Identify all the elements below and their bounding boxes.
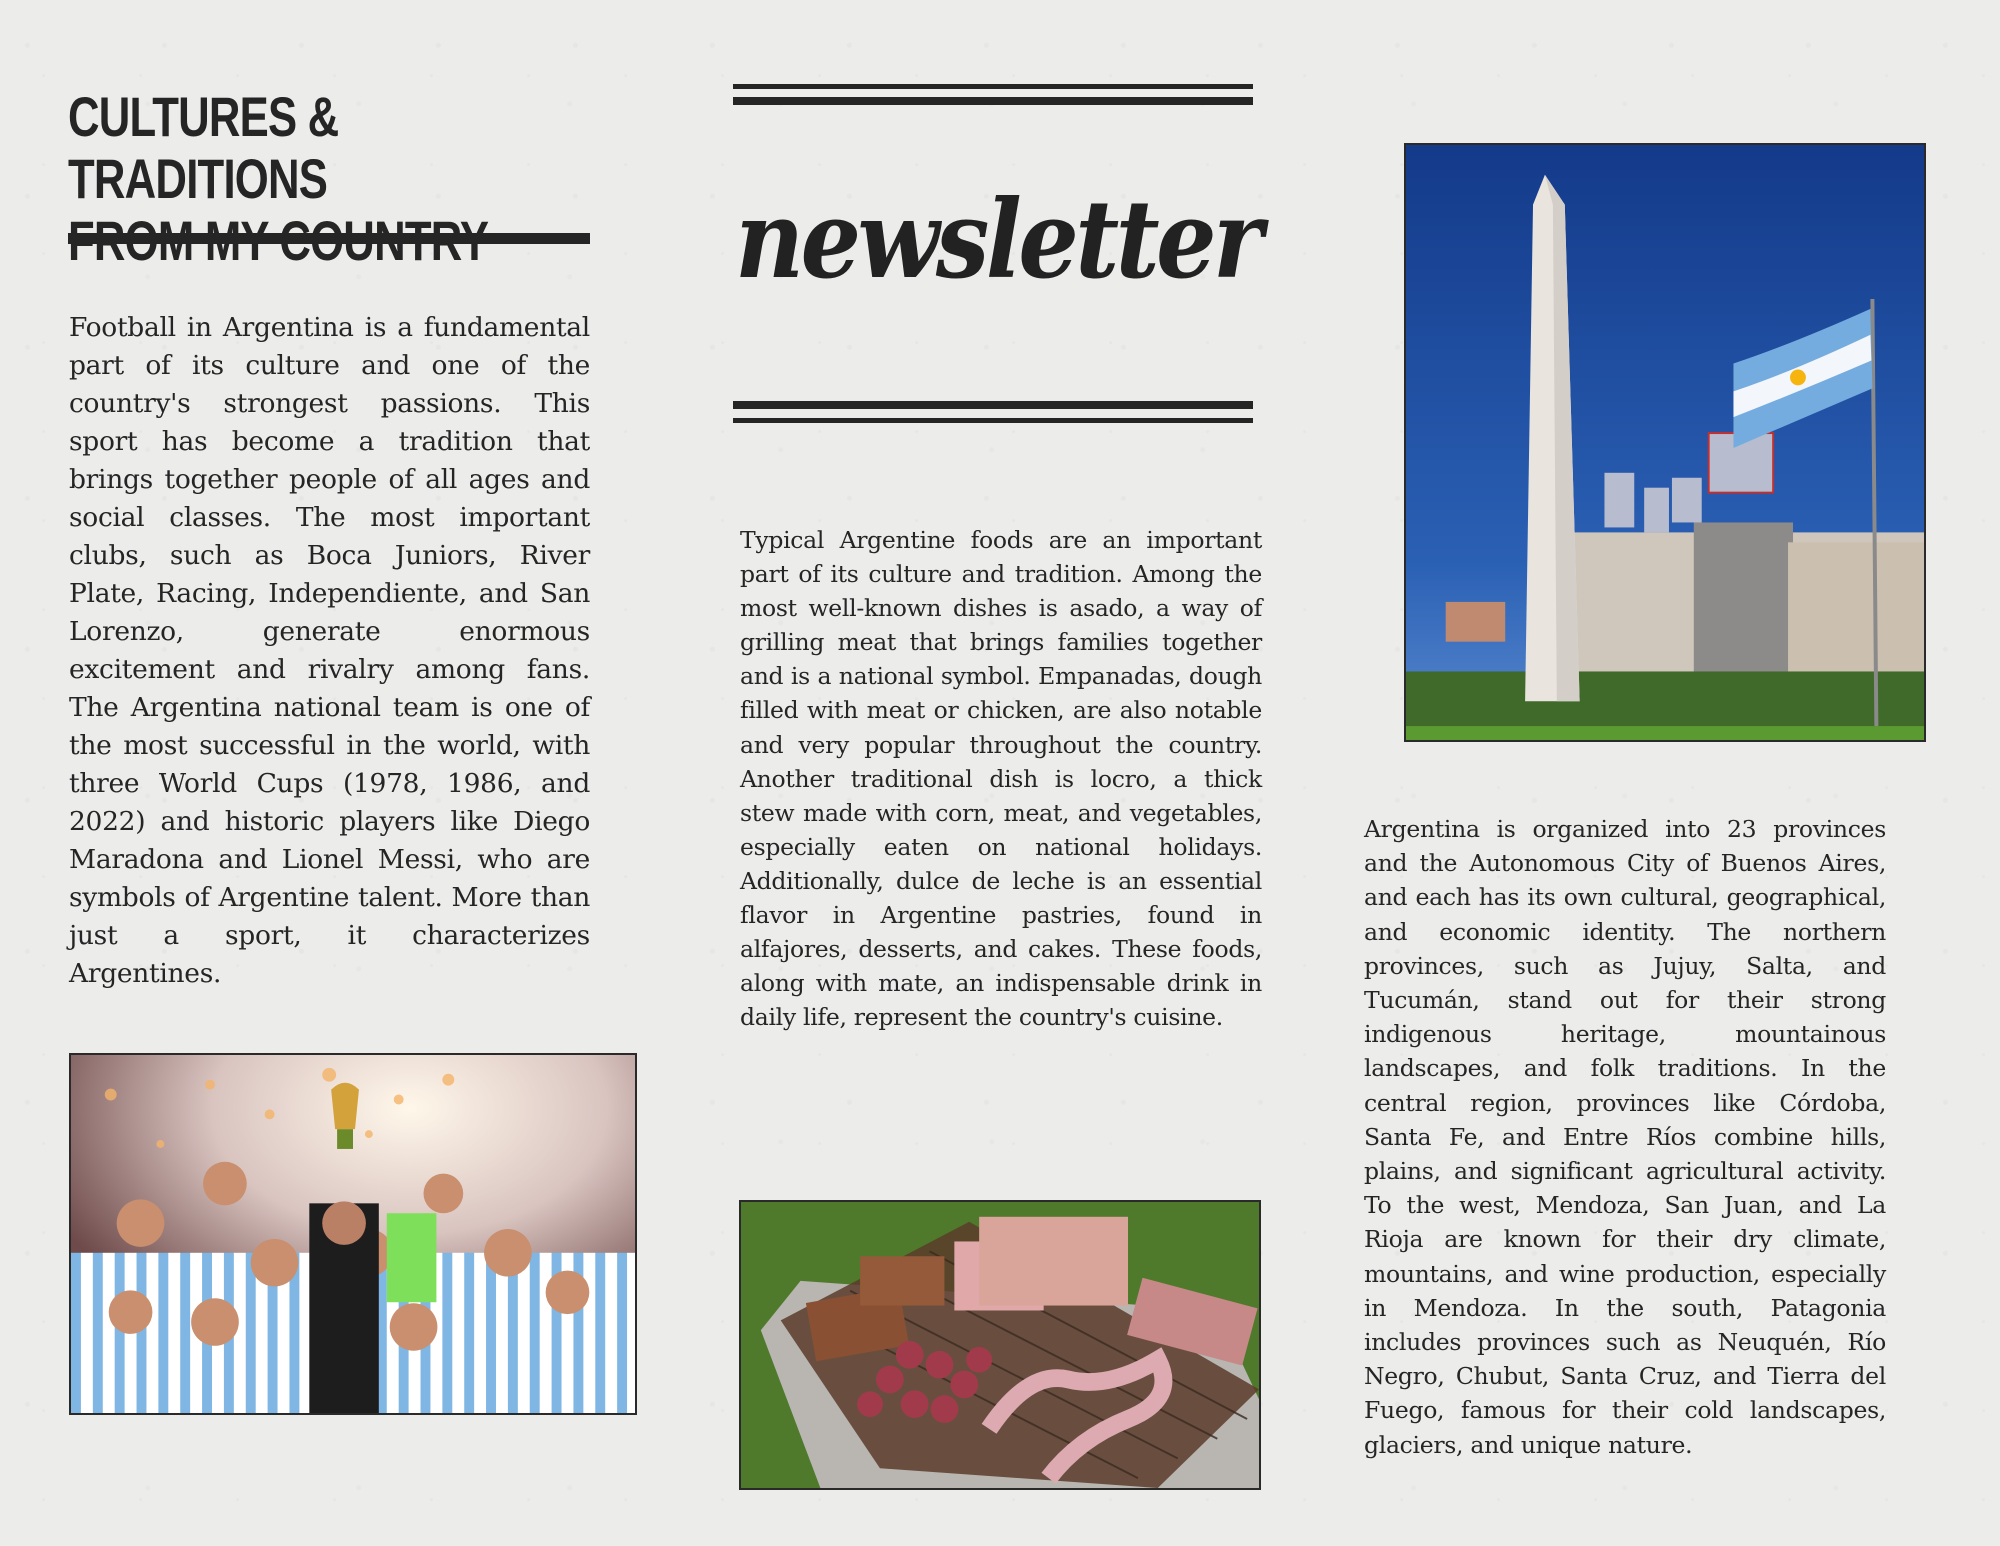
headline-underline [68, 233, 590, 244]
obelisk-photo [1404, 143, 1926, 742]
football-photo [69, 1053, 637, 1415]
masthead-top-rule-thin [733, 84, 1253, 89]
asado-photo [739, 1200, 1261, 1490]
provinces-article: Argentina is organized into 23 provinces and the Autonomous City of Buenos Aires, and each has its own cultural, geographical, and economic identity. The northern provinces, such as Jujuy, Salta, and Tucumán, stand out for their strong indigenous heritage, mountainous landscapes, and folk traditions. In the central region, provinces like Córdoba, Santa Fe, and Entre Ríos combine hills, plains, and significant agricultural activity. To the west, Mendoza, San Juan, and La Rioja are known for their dry climate, mountains, and wine production, especially in Mendoza. In the south, Patagonia includes provinces such as Neuquén, Río Negro, Chubut, Santa Cruz, and Tierra del Fuego, famous for their cold landscapes, glaciers, and unique nature. [1364, 815, 1886, 1459]
football-celebration-image [71, 1055, 635, 1413]
food-article: Typical Argentine foods are an important part of its culture and tradition. Among the most well-known dishes is asado, a way of grilling meat that brings families together and is a national symbol. Empanadas, dough filled with meat or chicken, are also notable and very popular throughout the country. Another traditional dish is locro, a thick stew made with corn, meat, and vegetables, especially eaten on national holidays. Additionally, dulce de leche is an essential flavor in Argentine pastries, found in alfajores, desserts, and cakes. These foods, along with mate, an indispensable drink in daily life, represent the country's cuisine. [740, 526, 1262, 1032]
page-headline [68, 86, 505, 272]
masthead-bottom-rule-thick [733, 401, 1253, 409]
headline-line-1: CULTURES & TRADITIONS [68, 85, 339, 210]
masthead-title: newsletter [735, 177, 1260, 303]
football-article: Football in Argentina is a fundamental part of its culture and one of the country's strongest passions. This sport has become a tradition that brings together people of all ages and social classes. The most important clubs, such as Boca Juniors, River Plate, Racing, Independiente, and San Lorenzo, generate enormous excitement and rivalry among fans. The Argentina national team is one of the most successful in the world, with three World Cups (1978, 1986, and 2022) and historic players like Diego Maradona and Lionel Messi, who are symbols of Argentine talent. More than just a sport, it characterizes Argentines. [69, 312, 590, 989]
asado-grill-image [741, 1202, 1259, 1488]
masthead-bottom-rule-thin [733, 418, 1253, 423]
masthead-top-rule-thick [733, 97, 1253, 105]
obelisk-buenos-aires-image [1406, 145, 1924, 740]
